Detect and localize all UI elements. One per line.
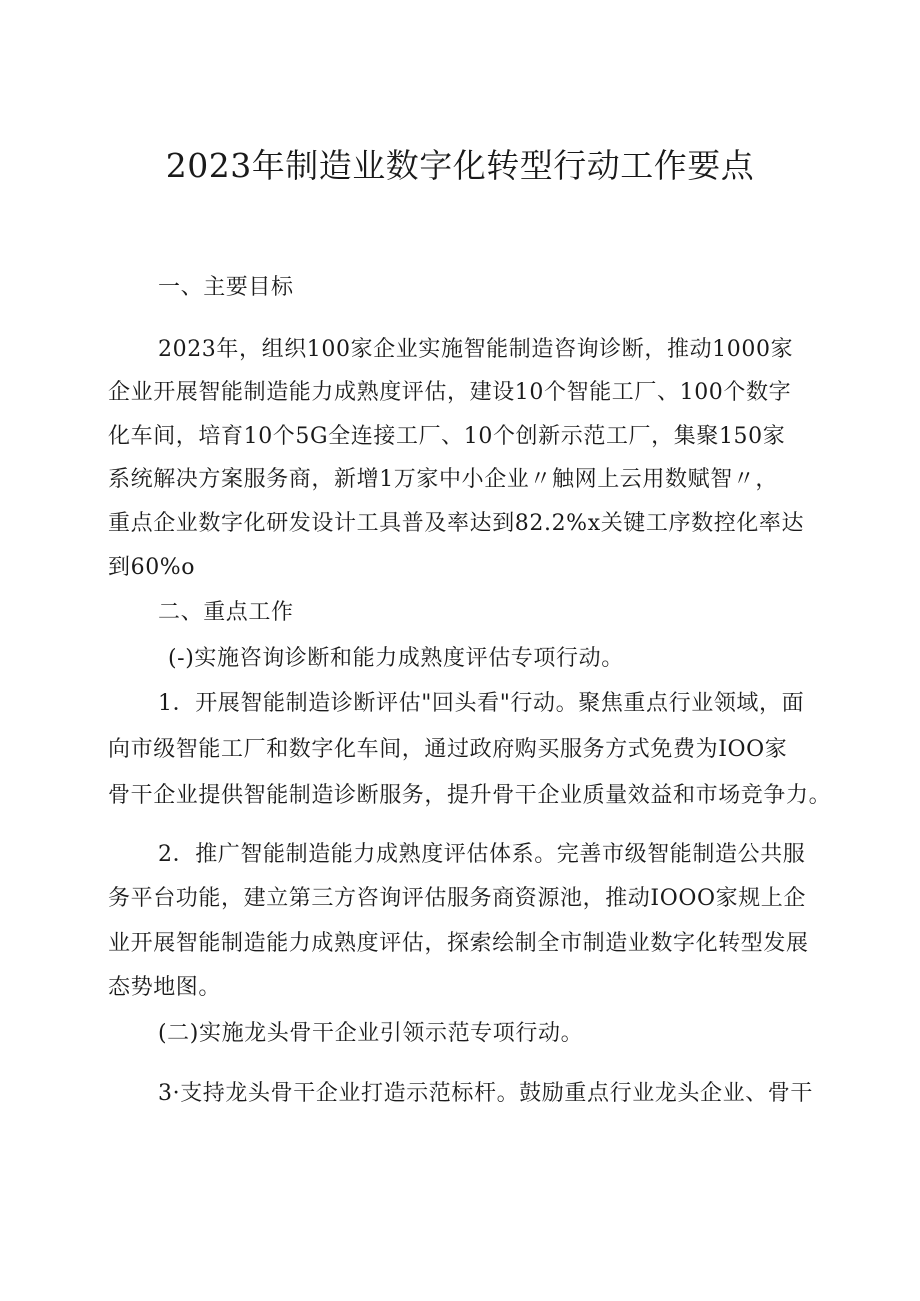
section-heading-main-goals: 一、主要目标 <box>158 275 294 300</box>
paragraph-line: 骨干企业提供智能制造诊断服务，提升骨干企业质量效益和市场竞争力。 <box>108 783 832 808</box>
paragraph-line: 重点企业数字化研发设计工具普及率达到82.2%x关键工序数控化率达 <box>108 511 805 536</box>
subsection-heading: (-)实施咨询诊断和能力成熟度评估专项行动。 <box>168 646 624 671</box>
paragraph-line: 2023年，组织100家企业实施智能制造咨询诊断，推动1000家 <box>158 337 794 362</box>
paragraph-line: 到60%o <box>108 555 196 580</box>
paragraph-line: 企业开展智能制造能力成熟度评估，建设10个智能工厂、100个数字 <box>108 380 792 405</box>
paragraph-line: 向市级智能工厂和数字化车间，通过政府购买服务方式免费为IOO家 <box>108 737 788 762</box>
subsection-heading: (二)实施龙头骨干企业引领示范专项行动。 <box>158 1021 584 1046</box>
document-title: 2023年制造业数字化转型行动工作要点 <box>165 146 755 185</box>
section-heading-key-work: 二、重点工作 <box>158 600 294 625</box>
paragraph-line: 1．开展智能制造诊断评估"回头看"行动。聚焦重点行业领域，面 <box>158 691 805 716</box>
paragraph-line: 3·支持龙头骨干企业打造示范标杆。鼓励重点行业龙头企业、骨干 <box>158 1081 813 1106</box>
paragraph-line: 业开展智能制造能力成熟度评估，探索绘制全市制造业数字化转型发展 <box>108 931 809 956</box>
paragraph-line: 2．推广智能制造能力成熟度评估体系。完善市级智能制造公共服 <box>158 842 806 867</box>
paragraph-line: 系统解决方案服务商，新增1万家中小企业〃触网上云用数赋智〃， <box>108 467 778 492</box>
paragraph-line: 务平台功能，建立第三方咨询评估服务商资源池，推动IOOO家规上企 <box>108 886 807 911</box>
paragraph-line: 化车间，培育10个5G全连接工厂、10个创新示范工厂，集聚150家 <box>108 424 786 449</box>
paragraph-line: 态势地图。 <box>108 975 222 1000</box>
